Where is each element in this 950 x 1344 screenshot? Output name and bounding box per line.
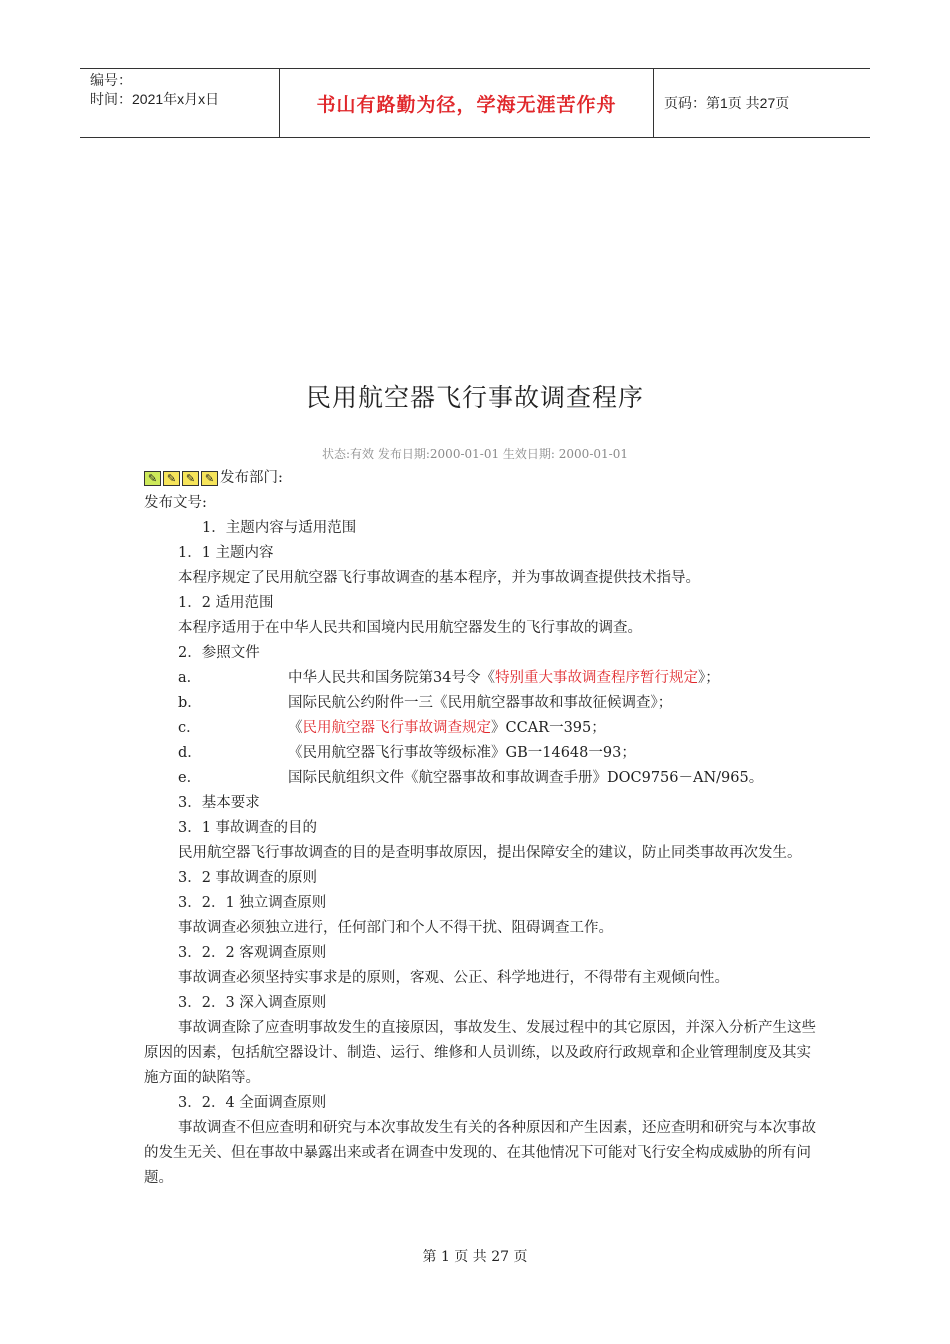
section-heading: 1．1 主题内容: [178, 545, 274, 561]
reference-link[interactable]: 民用航空器飞行事故调查规定: [302, 720, 491, 736]
paragraph: 本程序适用于在中华人民共和国境内民用航空器发生的飞行事故的调查。: [178, 620, 642, 636]
document-body: [144, 466, 824, 1191]
section-heading: 3．基本要求: [178, 795, 260, 811]
paragraph: 事故调查除了应查明事故发生的直接原因，事故发生、发展过程中的其它原因，并深入分析产生这些原因的因素，包括航空器设计、制造、运行、维修和人员训练，以及政府行政规章和企业管理制度及其实施方面的缺陷等。: [144, 1020, 816, 1086]
yellow-icon[interactable]: ✎: [163, 471, 180, 486]
docno-label: 发布文号:: [144, 495, 207, 511]
section-heading: 1．主题内容与适用范围: [202, 520, 357, 536]
section-heading: 3．2．3 深入调查原则: [178, 995, 327, 1011]
reference-item: c． 《民用航空器飞行事故调查规定》CCAR一395；: [178, 720, 606, 736]
yellow-icon[interactable]: ✎: [201, 471, 218, 486]
page-info: 页码：第1页 共27页: [664, 95, 790, 111]
motto: 书山有路勤为径，学海无涯苦作舟: [280, 69, 654, 137]
paragraph: 事故调查不但应查明和研究与本次事故发生有关的各种原因和产生因素，还应查明和研究与本次事故的发生无关、但在事故中暴露出来或者在调查中发现的、在其他情况下可能对飞行安全构成威胁的所有问题。: [144, 1120, 816, 1186]
paragraph: 本程序规定了民用航空器飞行事故调查的基本程序，并为事故调查提供技术指导。: [178, 570, 700, 586]
section-heading: 3．2．2 客观调查原则: [178, 945, 327, 961]
header-info-cell: [80, 69, 280, 137]
document-meta: 状态:有效 发布日期:2000-01-01 生效日期: 2000-01-01: [322, 447, 628, 461]
serial-label: 编号：: [90, 72, 132, 88]
toolbar-icons: [144, 471, 218, 486]
green-icon[interactable]: ✎: [144, 471, 161, 486]
page-header: [80, 68, 870, 138]
section-heading: 3．2 事故调查的原则: [178, 870, 318, 886]
document-title: 民用航空器飞行事故调查程序: [305, 383, 644, 412]
section-heading: 2．参照文件: [178, 645, 260, 661]
reference-item: a． 中华人民共和国务院第34号令《特别重大事故调查程序暂行规定》；: [178, 670, 720, 686]
page-footer: 第 1 页 共 27 页: [422, 1249, 528, 1265]
section-heading: 3．1 事故调查的目的: [178, 820, 318, 836]
reference-link[interactable]: 特别重大事故调查程序暂行规定: [494, 670, 698, 686]
paragraph: 民用航空器飞行事故调查的目的是查明事故原因，提出保障安全的建议，防止同类事故再次发生。: [178, 845, 802, 861]
paragraph: 事故调查必须独立进行，任何部门和个人不得干扰、阻碍调查工作。: [178, 920, 613, 936]
issuer-label: 发布部门:: [220, 470, 283, 486]
issuer-line: [144, 466, 824, 491]
time-label: 时间：2021年x月x日: [90, 91, 220, 107]
section-heading: 1．2 适用范围: [178, 595, 274, 611]
reference-item: b． 国际民航公约附件一三《民用航空器事故和事故征候调查》；: [178, 695, 673, 711]
section-heading: 3．2．1 独立调查原则: [178, 895, 327, 911]
reference-item: e． 国际民航组织文件《航空器事故和事故调查手册》DOC9756－AN/965。: [178, 770, 764, 786]
paragraph: 事故调查必须坚持实事求是的原则，客观、公正、科学地进行，不得带有主观倾向性。: [178, 970, 729, 986]
yellow-icon[interactable]: ✎: [182, 471, 199, 486]
section-heading: 3．2．4 全面调查原则: [178, 1095, 327, 1111]
reference-item: d． 《民用航空器飞行事故等级标准》GB一14648一93；: [178, 745, 636, 761]
